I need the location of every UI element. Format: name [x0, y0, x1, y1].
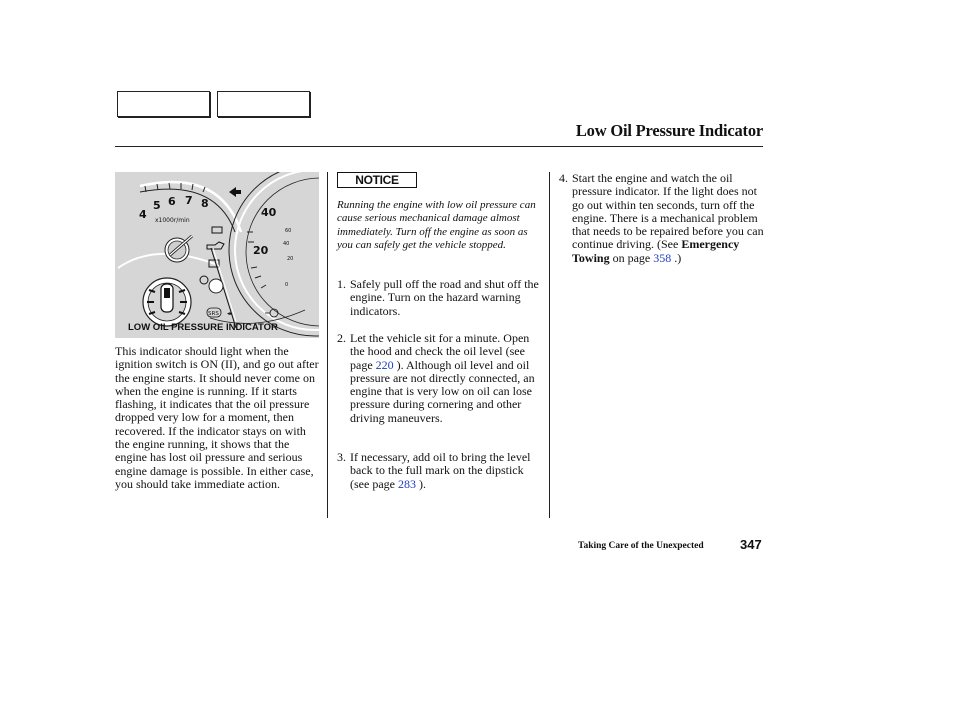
step-3 [337, 451, 543, 491]
main-menu-button[interactable] [117, 91, 210, 117]
step-text-part: If necessary, add oil to bring the level back to the full mark on the dipstick (see page [350, 450, 531, 491]
index-button[interactable] [217, 91, 310, 117]
svg-text:40: 40 [283, 241, 290, 247]
step-2 [337, 332, 543, 425]
step-number: 2. [337, 331, 346, 345]
section-label: Taking Care of the Unexpected [578, 541, 704, 551]
step-4 [559, 172, 765, 265]
speed-number: 20 [253, 244, 269, 257]
step-text-part: Let the vehicle sit for a minute. Open the hood and check the oil level (see page [350, 331, 530, 372]
oil-can-icon [207, 242, 224, 249]
step-text-part: Start the engine and watch the oil pressure indicator. If the light does not go out within ten seconds, turn off the engine. There is a mechanical problem that needs to be repaired before you can continue driving. (See [572, 171, 764, 252]
page-link-283[interactable]: 283 [397, 476, 416, 491]
tach-unit: x1000r/min [155, 217, 190, 224]
tach-number: 6 [168, 195, 176, 208]
page-number: 347 [740, 537, 762, 552]
tach-number: 8 [201, 197, 209, 210]
step-text-part: on page [609, 250, 654, 265]
figure-caption: LOW OIL PRESSURE INDICATOR [128, 322, 278, 333]
step-text: Safely pull off the road and shut off the engine. Turn on the hazard warning indicators. [350, 277, 539, 318]
svg-text:◂▸: ◂▸ [227, 311, 233, 317]
column-divider-1 [327, 172, 328, 518]
svg-text:SRS: SRS [208, 311, 219, 317]
tach-number: 4 [139, 208, 147, 221]
step-text-part: ). [415, 476, 426, 491]
step-number: 4. [559, 171, 568, 185]
step-text-part: ). Although oil level and oil pressure are not directly connected, an engine that is very low on oil can lose pressure during cornering and other driving maneuvers. [350, 357, 535, 425]
tach-number: 7 [185, 194, 193, 207]
instrument-panel-figure [115, 172, 319, 338]
column-divider-2 [549, 172, 550, 518]
engine-check-icon [212, 227, 222, 233]
gauge-icon [200, 276, 208, 284]
notice-badge: NOTICE [337, 172, 417, 188]
tach-number: 5 [153, 199, 161, 212]
emergency-towing-reference: Emergency Towing [572, 237, 740, 265]
step-text [350, 451, 543, 491]
arrow-left-icon [229, 187, 241, 197]
svg-text:20: 20 [287, 256, 294, 262]
step-number: 3. [337, 450, 346, 464]
page-title: Low Oil Pressure Indicator [575, 121, 763, 140]
indicator-description: This indicator should light when the ignition switch is ON (II), and go out after the engine starts. It should never come on when the engine is running. If it starts flashing, it indicates that the oil pressure dropped very low for a moment, then recovered. If the indicator stays on with the engine running, it shows that the engine has lost oil pressure and serious engine damage is possible. In either case, you should take immediate action. [115, 344, 319, 491]
svg-text:60: 60 [285, 228, 292, 234]
instrument-panel-illustration [115, 172, 319, 338]
svg-text:0: 0 [285, 282, 289, 288]
page-link-220[interactable]: 220 [375, 357, 394, 372]
step-number: 1. [337, 277, 346, 291]
step-text-part: .) [671, 250, 682, 265]
title-rule [115, 146, 763, 147]
step-1 [337, 278, 543, 318]
page-link-358[interactable]: 358 [653, 250, 672, 265]
step-text [572, 172, 765, 265]
notice-text: Running the engine with low oil pressure can cause serious mechanical damage almost immediately. Turn off the engine as soon as you can safely get the vehicle stopped. [337, 199, 536, 251]
step-text [350, 332, 543, 425]
speed-number: 40 [261, 206, 277, 219]
